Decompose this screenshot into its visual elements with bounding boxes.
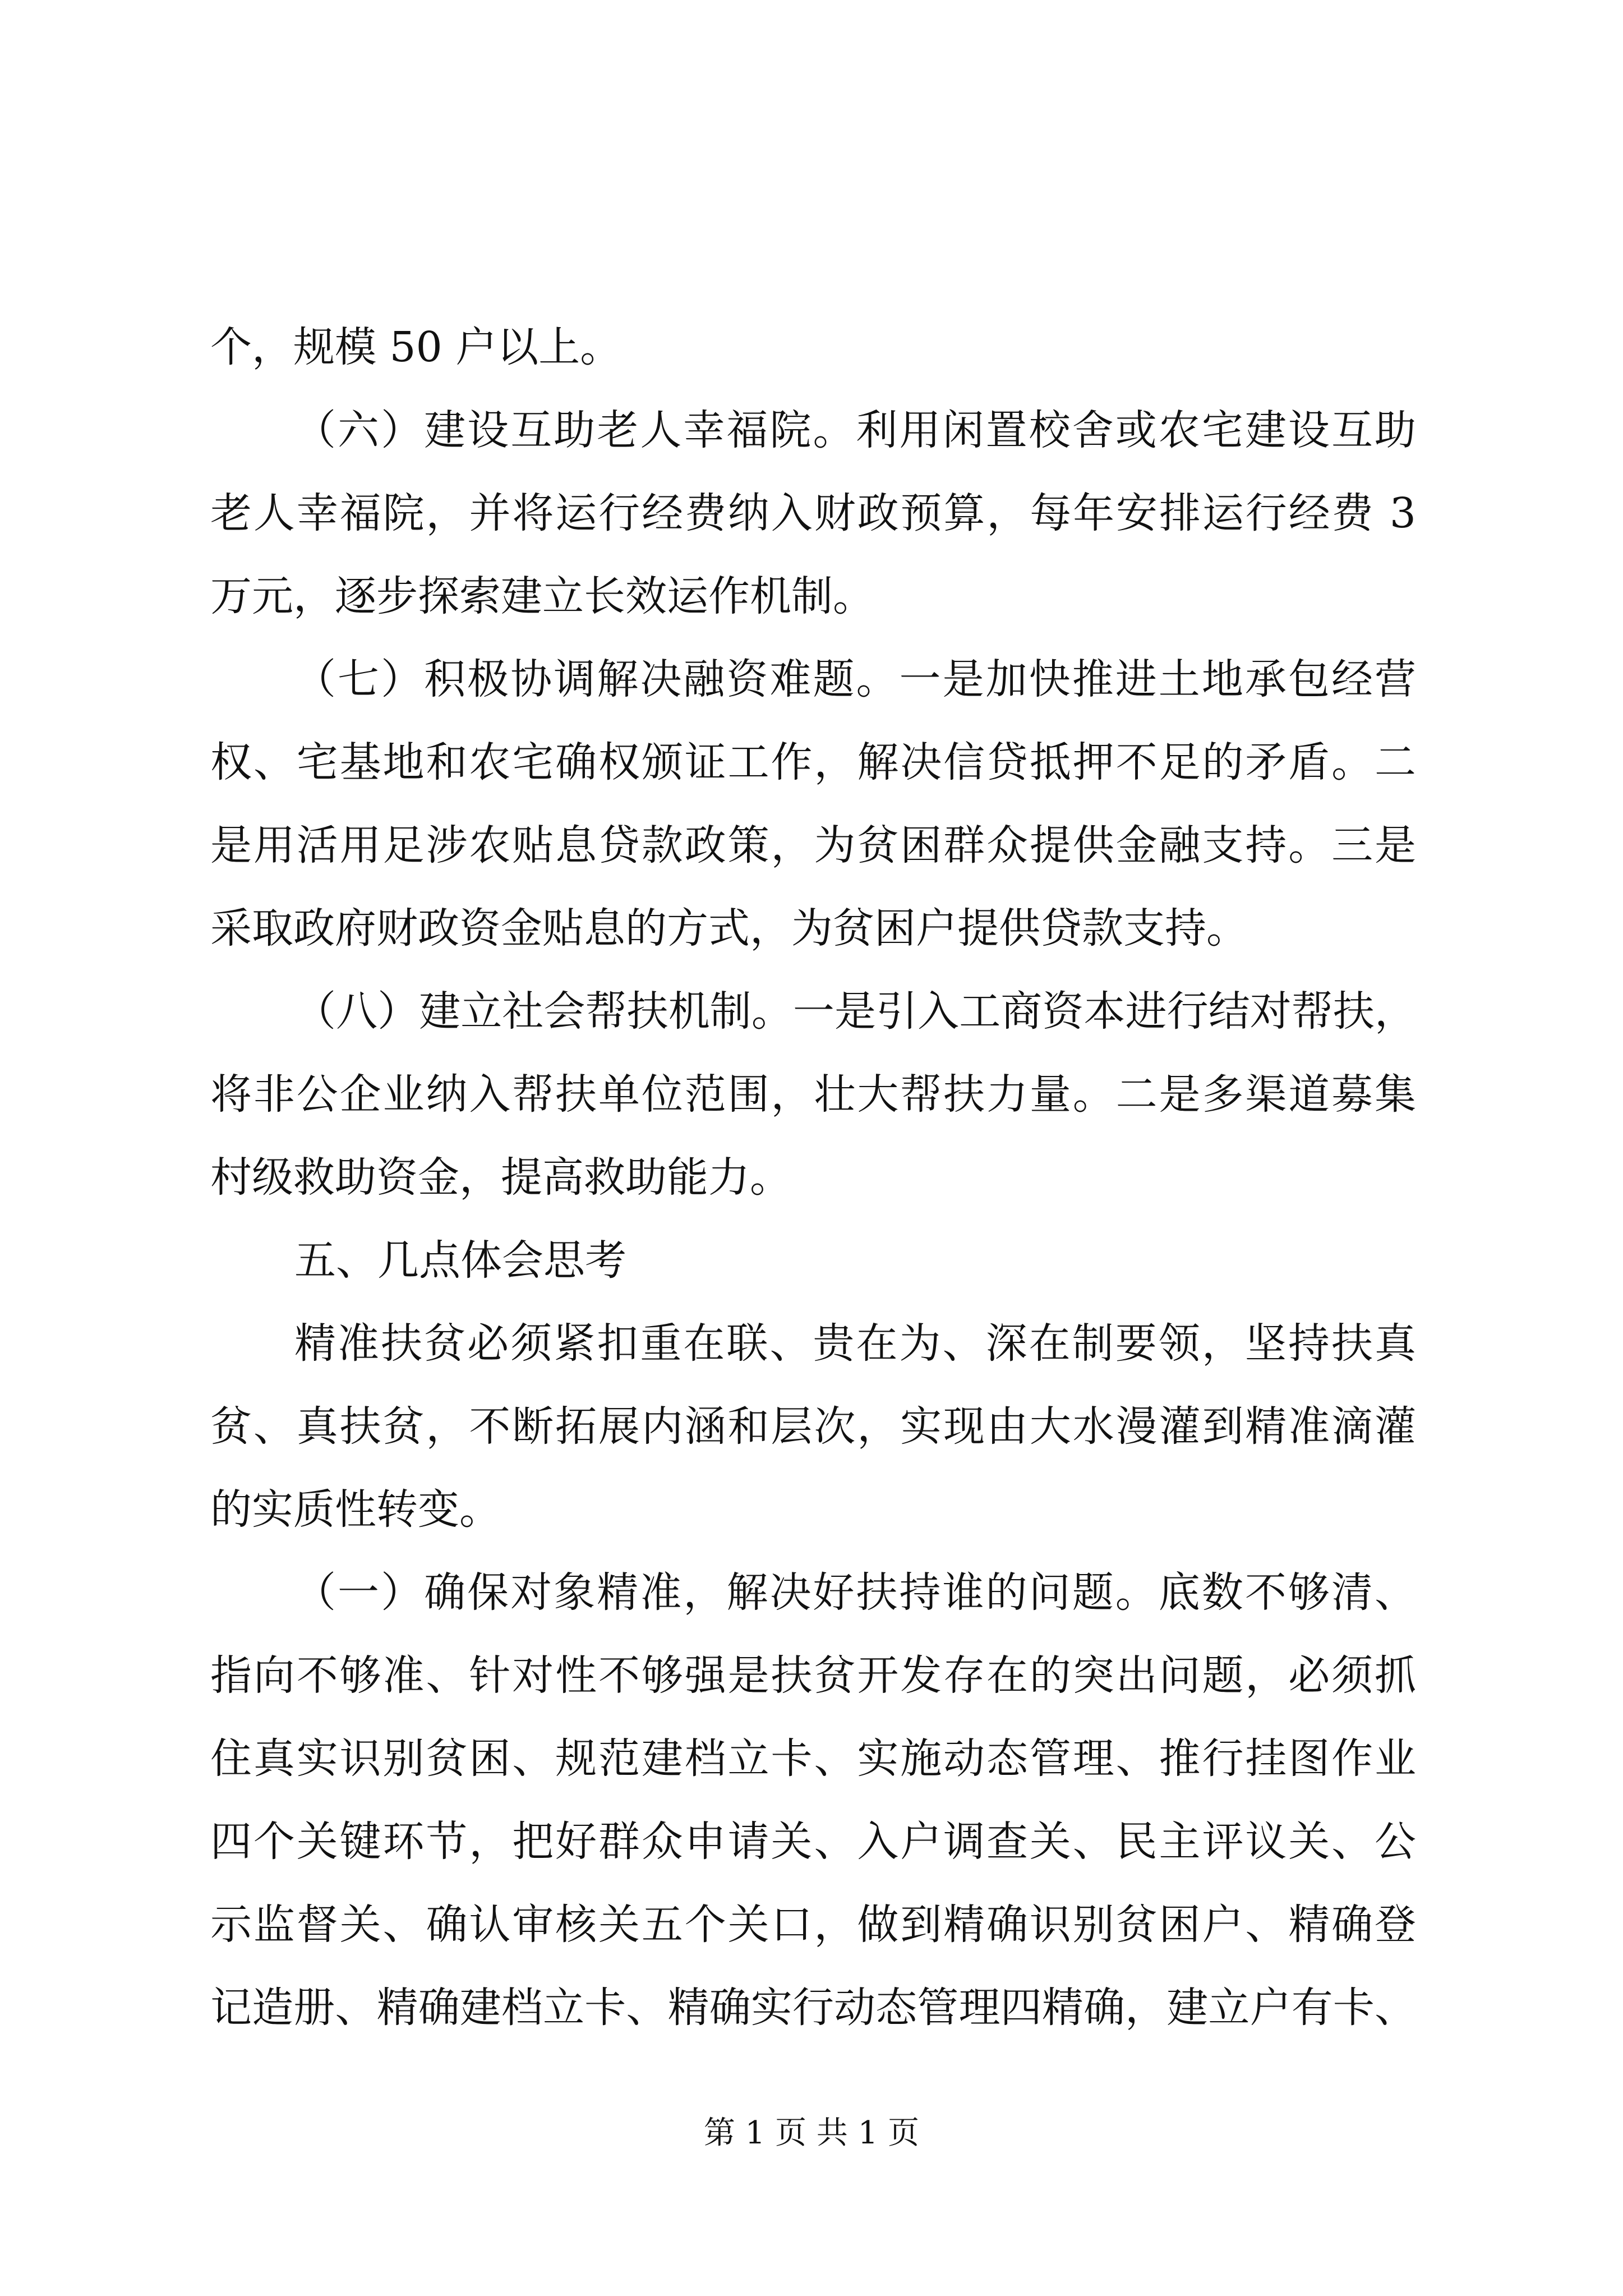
text-line: 采取政府财政资金贴息的方式，为贫困户提供贷款支持。	[210, 904, 1248, 953]
text-line: 五、几点体会思考	[294, 1236, 626, 1285]
document-body	[210, 306, 1416, 2049]
text-line: （六）建设互助老人幸福院。利用闲置校舍或农宅建设互助	[294, 406, 1416, 454]
text-line: 万元，逐步探索建立长效运作机制。	[210, 572, 874, 620]
text-line: 的实质性转变。	[210, 1485, 501, 1534]
text-line: （七）积极协调解决融资难题。一是加快推进土地承包经营	[294, 655, 1416, 703]
text-line: 指向不够准、针对性不够强是扶贫开发存在的突出问题，必须抓	[210, 1651, 1416, 1700]
text-line: 村级救助资金，提高救助能力。	[210, 1153, 791, 1202]
text-line: 精准扶贫必须紧扣重在联、贵在为、深在制要领，坚持扶真	[294, 1319, 1416, 1368]
text-line: 个，规模 50 户以上。	[210, 323, 622, 371]
page-footer: 第 1 页 共 1 页	[703, 2115, 920, 2151]
text-line: 住真实识别贫困、规范建档立卡、实施动态管理、推行挂图作业	[210, 1734, 1416, 1783]
text-line: （八）建立社会帮扶机制。一是引入工商资本进行结对帮扶，	[294, 987, 1416, 1036]
text-line: 贫、真扶贫，不断拓展内涵和层次，实现由大水漫灌到精准滴灌	[210, 1402, 1416, 1451]
text-line: 示监督关、确认审核关五个关口，做到精确识别贫困户、精确登	[210, 1901, 1416, 1949]
text-line: （一）确保对象精准，解决好扶持谁的问题。底数不够清、	[294, 1568, 1416, 1617]
text-line: 四个关键环节，把好群众申请关、入户调查关、民主评议关、公	[210, 1818, 1416, 1866]
text-line: 老人幸福院，并将运行经费纳入财政预算，每年安排运行经费 3	[210, 489, 1416, 537]
text-line: 将非公企业纳入帮扶单位范围，壮大帮扶力量。二是多渠道募集	[210, 1070, 1416, 1119]
text-line: 是用活用足涉农贴息贷款政策，为贫困群众提供金融支持。三是	[210, 821, 1416, 869]
text-line: 权、宅基地和农宅确权颁证工作，解决信贷抵押不足的矛盾。二	[210, 738, 1416, 786]
text-line: 记造册、精确建档立卡、精确实行动态管理四精确，建立户有卡、	[210, 1984, 1416, 2032]
